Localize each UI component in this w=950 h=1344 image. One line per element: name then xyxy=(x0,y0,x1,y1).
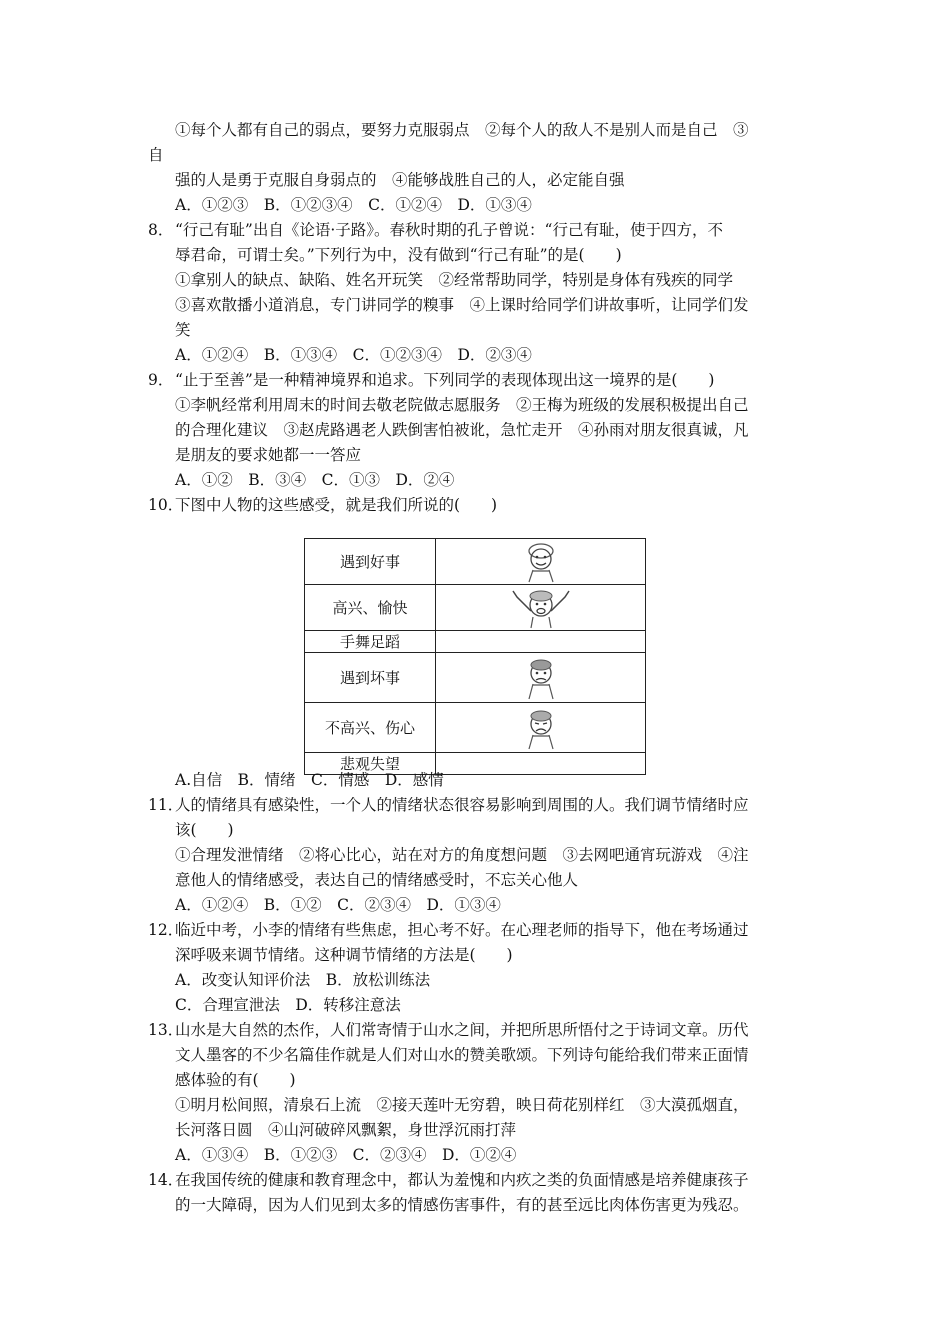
table-cell-label: 手舞足蹈 xyxy=(305,631,436,653)
table-cell-label: 遇到坏事 xyxy=(305,653,436,703)
q11-number: 11． xyxy=(148,796,184,814)
worried-face-icon xyxy=(519,656,563,700)
happy-face-icon xyxy=(519,541,563,583)
q9-option-line: ①李帆经常利用周末的时间去敬老院做志愿服务 ②王梅为班级的发展积极提出自己 xyxy=(175,396,749,414)
q11-choices: A．①②④ B．①② C．②③④ D．①③④ xyxy=(175,896,501,914)
table-cell-label: 高兴、愉快 xyxy=(305,585,436,631)
q13-choices: A．①③④ B．①②③ C．②③④ D．①②④ xyxy=(175,1146,517,1164)
q11-stem: 该( ) xyxy=(175,821,234,839)
q14-number: 14． xyxy=(148,1171,184,1189)
q11-option-line: 意他人的情绪感受，表达自己的情绪感受时，不忘关心他人 xyxy=(175,871,579,889)
table-cell-image xyxy=(436,703,646,753)
q9-option-line: 是朋友的要求她都一一答应 xyxy=(175,446,362,464)
q10-choices: A.自信 B．情绪 C．情感 D．感情 xyxy=(175,771,444,789)
q12-number: 12． xyxy=(148,921,184,939)
q8-option-line: ③喜欢散播小道消息，专门讲同学的糗事 ④上课时给同学们讲故事听，让同学们发 xyxy=(175,296,749,314)
q7-choices: A．①②③ B．①②③④ C．①②④ D．①③④ xyxy=(175,196,532,214)
emotion-figure-table xyxy=(304,538,646,775)
q13-option-line: 长河落日圆 ④山河破碎风飘絮，身世浮沉雨打萍 xyxy=(175,1121,517,1139)
q14-stem: 的一大障碍，因为人们见到太多的情感伤害事件，有的甚至远比肉体伤害更为残忍。 xyxy=(175,1196,749,1214)
table-cell-empty xyxy=(436,753,646,775)
q8-option-line: 笑 xyxy=(175,321,191,339)
q10-number: 10． xyxy=(148,496,184,514)
table-cell-image xyxy=(436,585,646,631)
q9-number: 9． xyxy=(148,371,174,389)
q8-stem: “行己有耻”出自《论语·子路》。春秋时期的孔子曾说：“行己有耻，使于四方，不 xyxy=(175,221,723,239)
q9-choices: A．①② B．③④ C．①③ D．②④ xyxy=(175,471,455,489)
q13-stem: 文人墨客的不少名篇佳作就是人们对山水的赞美歌颂。下列诗句能给我们带来正面情 xyxy=(175,1046,749,1064)
q8-choices: A．①②④ B．①③④ C．①②③④ D．②③④ xyxy=(175,346,532,364)
table-cell-empty xyxy=(436,631,646,653)
q14-stem: 在我国传统的健康和教育理念中，都认为羞愧和内疚之类的负面情感是培养健康孩子 xyxy=(175,1171,749,1189)
q7-option-line: ①每个人都有自己的弱点，要努力克服弱点 ②每个人的敌人不是别人而是自己 ③ xyxy=(175,121,749,139)
q13-stem: 感体验的有( ) xyxy=(175,1071,296,1089)
table-cell-label: 悲观失望 xyxy=(305,753,436,775)
table-cell-image xyxy=(436,653,646,703)
q12-choices: A．改变认知评价法 B．放松训练法 xyxy=(175,971,431,989)
q12-choices: C．合理宣泄法 D．转移注意法 xyxy=(175,996,401,1014)
q8-stem: 辱君命，可谓士矣。”下列行为中，没有做到“行己有耻”的是( ) xyxy=(175,246,622,264)
q8-number: 8． xyxy=(148,221,174,239)
cheering-face-icon xyxy=(509,587,573,629)
q8-option-line: ①拿别人的缺点、缺陷、姓名开玩笑 ②经常帮助同学，特别是身体有残疾的同学 xyxy=(175,271,734,289)
table-cell-image xyxy=(436,539,646,585)
q13-option-line: ①明月松间照，清泉石上流 ②接天莲叶无穷碧，映日荷花别样红 ③大漠孤烟直， xyxy=(175,1096,749,1114)
q12-stem: 深呼吸来调节情绪。这种调节情绪的方法是( ) xyxy=(175,946,513,964)
q13-number: 13． xyxy=(148,1021,184,1039)
q13-stem: 山水是大自然的杰作，人们常寄情于山水之间，并把所思所悟付之于诗词文章。历代 xyxy=(175,1021,749,1039)
q11-option-line: ①合理发泄情绪 ②将心比心，站在对方的角度想问题 ③去网吧通宵玩游戏 ④注 xyxy=(175,846,749,864)
table-cell-label: 不高兴、伤心 xyxy=(305,703,436,753)
q10-stem: 下图中人物的这些感受，就是我们所说的( ) xyxy=(175,496,498,514)
q9-option-line: 的合理化建议 ③赵虎路遇老人跌倒害怕被讹，急忙走开 ④孙雨对朋友很真诚，凡 xyxy=(175,421,749,439)
sad-face-icon xyxy=(519,706,563,750)
q12-stem: 临近中考，小李的情绪有些焦虑，担心考不好。在心理老师的指导下，他在考场通过 xyxy=(175,921,749,939)
q11-stem: 人的情绪具有感染性，一个人的情绪状态很容易影响到周围的人。我们调节情绪时应 xyxy=(175,796,749,814)
table-cell-label: 遇到好事 xyxy=(305,539,436,585)
q7-option-line: 强的人是勇于克服自身弱点的 ④能够战胜自己的人，必定能自强 xyxy=(175,171,625,189)
q9-stem: “止于至善”是一种精神境界和追求。下列同学的表现体现出这一境界的是( ) xyxy=(175,371,715,389)
q7-option-line-wrap: 自 xyxy=(148,146,164,164)
